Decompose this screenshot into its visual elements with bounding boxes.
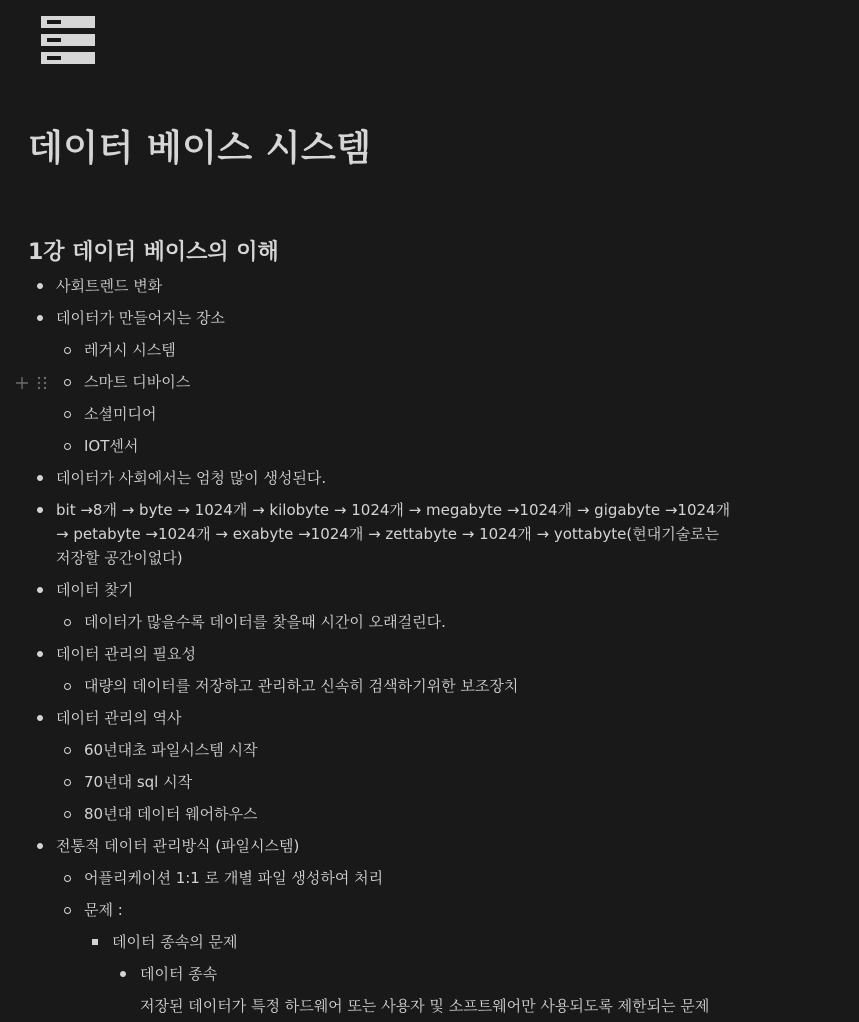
bullet-disc <box>37 651 43 657</box>
bullet-square <box>92 939 98 945</box>
page-title[interactable]: 데이터 베이스 시스템 <box>28 128 372 169</box>
bullet-disc <box>37 587 43 593</box>
bullet-disc <box>120 971 126 977</box>
bullet-disc <box>37 507 43 513</box>
bullet-disc <box>37 283 43 289</box>
bullet-circle <box>64 747 71 754</box>
list-item[interactable]: 어플리케이션 1:1 로 개별 파일 생성하여 처리 <box>84 869 384 887</box>
bullet-circle <box>64 619 71 626</box>
bullet-disc <box>37 715 43 721</box>
bullet-circle <box>64 443 71 450</box>
bullet-circle <box>64 907 71 914</box>
bullet-circle <box>64 347 71 354</box>
bullet-circle <box>64 379 71 386</box>
list-item[interactable]: 데이터가 많을수록 데이터를 찾을때 시간이 오래걸린다. <box>84 613 446 631</box>
plus-icon[interactable] <box>14 375 30 391</box>
list-page-icon[interactable] <box>40 14 96 70</box>
list-item[interactable]: 문제 : <box>84 901 123 919</box>
bullet-circle <box>64 411 71 418</box>
list-item[interactable]: bit →8개 → byte → 1024개 → kilobyte → 1024개 → megabyte →1024개 → gigabyte →1024개 → petabyte →1024개 → exabyte →1024개 → zettabyte → 1024개 → yottabyte(현대기술로는 저장할 공간이없다) <box>56 501 731 567</box>
list-item[interactable]: 사회트렌드 변화 <box>56 277 163 295</box>
bullet-disc <box>37 475 43 481</box>
list-item[interactable]: 데이터 종속의 문제 <box>112 933 238 951</box>
list-item[interactable]: 데이터 관리의 역사 <box>56 709 182 727</box>
list-item[interactable]: 데이터가 사회에서는 엄청 많이 생성된다. <box>56 469 327 487</box>
section-heading[interactable]: 1강 데이터 베이스의 이해 <box>28 240 279 265</box>
bullet-circle <box>64 875 71 882</box>
list-item[interactable]: 레거시 시스템 <box>84 341 176 359</box>
list-item[interactable]: 데이터가 만들어지는 장소 <box>56 309 225 327</box>
list-item[interactable]: 대량의 데이터를 저장하고 관리하고 신속히 검색하기위한 보조장치 <box>84 677 519 695</box>
block-handle <box>14 374 50 392</box>
bullet-circle <box>64 811 71 818</box>
list-item[interactable]: 데이터 관리의 필요성 <box>56 645 196 663</box>
list-item[interactable]: IOT센서 <box>84 437 139 455</box>
list-item[interactable]: 전통적 데이터 관리방식 (파일시스템) <box>56 837 300 855</box>
list-item[interactable]: 데이터 찾기 <box>56 581 134 599</box>
bullet-disc <box>37 843 43 849</box>
list-item[interactable]: 60년대초 파일시스템 시작 <box>84 741 258 759</box>
bullet-disc <box>37 315 43 321</box>
list-item[interactable]: 70년대 sql 시작 <box>84 773 193 791</box>
list-item[interactable]: 소셜미디어 <box>84 405 157 423</box>
bullet-circle <box>64 683 71 690</box>
bullet-circle <box>64 779 71 786</box>
list-item[interactable]: 데이터 종속 <box>140 965 218 983</box>
paragraph[interactable]: 저장된 데이터가 특정 하드웨어 또는 사용자 및 소프트웨어만 사용되도록 제한되는 문제 <box>140 997 710 1015</box>
list-item[interactable]: 80년대 데이터 웨어하우스 <box>84 805 258 823</box>
drag-handle-icon[interactable] <box>36 375 48 391</box>
list-item[interactable]: 스마트 디바이스 <box>84 373 191 391</box>
